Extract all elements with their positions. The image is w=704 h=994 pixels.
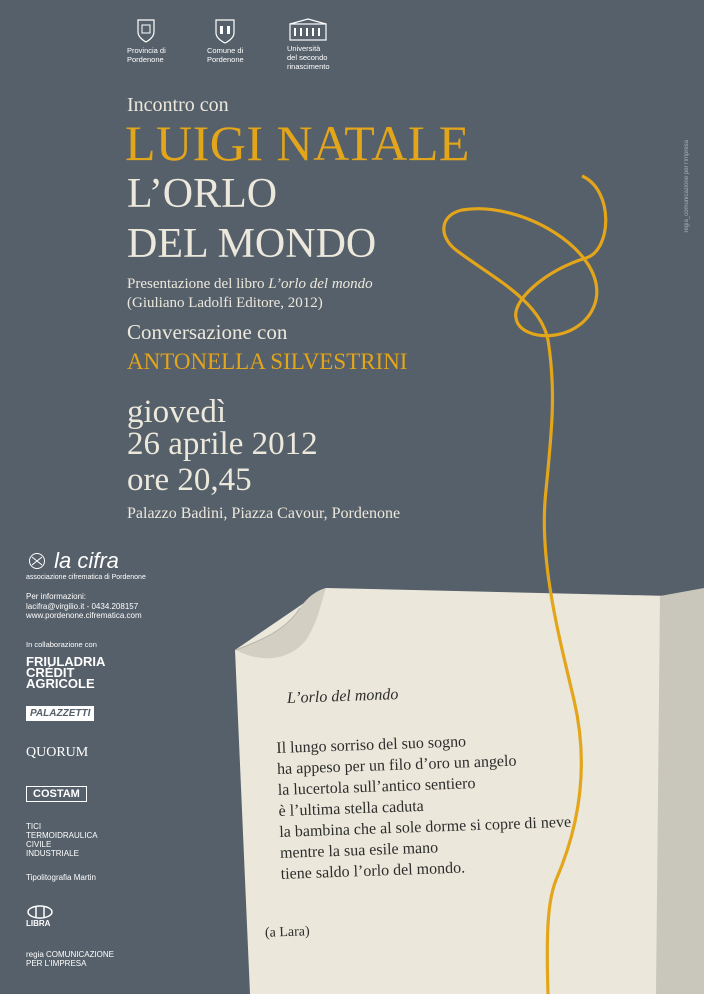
poem-line: Il lungo sorriso del suo sogno (276, 733, 467, 757)
poem-title: L’orlo del mondo (286, 686, 399, 707)
poem-line: la bambina che al sole dorme si copre di neve (279, 813, 572, 841)
sponsor-martin: Tipolitografia Martin (26, 873, 96, 882)
cifra-name: la cifra (54, 548, 119, 573)
title-line1: L’ORLO (127, 171, 278, 217)
vertical-credit: regia_comunicazione per l'impresa (684, 140, 690, 233)
title-line2: DEL MONDO (127, 221, 377, 267)
logo-universita-label: Università del secondo rinascimento (287, 44, 330, 71)
sponsor-palazzetti: PALAZZETTI (26, 706, 94, 721)
logo-universita (287, 18, 330, 71)
poem-line: tiene saldo l’orlo del mondo. (280, 859, 466, 883)
libra-icon (26, 905, 54, 919)
poem-line: ha appeso per un filo d’oro un angelo (276, 752, 517, 778)
info-contact: lacifra@virgilio.it - 0434.208157 (26, 601, 139, 611)
sponsor-tici: TICI TERMOIDRAULICA CIVILE INDUSTRIALE (26, 822, 98, 858)
info-label: Per informazioni: (26, 592, 87, 601)
guest-name: ANTONELLA SILVESTRINI (127, 349, 408, 374)
event-date: 26 aprile 2012 (127, 426, 318, 462)
cifra-subtitle: associazione cifrematica di Pordenone (26, 574, 146, 581)
event-place: Palazzo Badini, Piazza Cavour, Pordenone (127, 505, 401, 522)
intro-text: Incontro con (127, 94, 229, 116)
event-day: giovedì (127, 394, 226, 430)
poem-line: mentre la sua esile mano (279, 839, 439, 862)
sponsor-friuladria: FRIULADRIA CRÉDIT AGRICOLE (26, 654, 105, 691)
info-web: www.pordenone.cifrematica.com (26, 611, 142, 620)
author-name: LUIGI NATALE (125, 115, 470, 171)
sponsor-libra: LIBRA (26, 905, 54, 928)
logo-comune-label: Comune di Pordenone (207, 46, 244, 64)
logo-comune (207, 18, 244, 64)
cifra-logo (26, 548, 119, 574)
palace-icon (288, 18, 328, 42)
info-block (26, 592, 142, 621)
sponsor-costam: COSTAM (26, 786, 87, 802)
coat-of-arms-icon (135, 18, 157, 44)
presentation-prefix: Presentazione del libro (127, 276, 269, 292)
sponsor-regia: regia COMUNICAZIONE PER L’IMPRESA (26, 950, 115, 968)
paper-fold-panel (656, 588, 704, 994)
sponsor-quorum: QUORUM (26, 745, 89, 760)
town-crest-icon (213, 18, 237, 44)
poem-body (276, 728, 573, 885)
poem-line: la lucertola sull’antico sentiero (277, 775, 476, 799)
poem-line: è l’ultima stella caduta (278, 797, 425, 820)
event-time: ore 20,45 (127, 462, 252, 498)
logo-provincia (127, 18, 166, 64)
cifra-emblem-icon (26, 552, 48, 570)
logo-provincia-label: Provincia di Pordenone (127, 46, 166, 64)
publisher-line: (Giuliano Ladolfi Editore, 2012) (127, 295, 323, 311)
presentation-line (127, 276, 373, 293)
poem-dedication: (a Lara) (264, 924, 310, 941)
presentation-book: L’orlo del mondo (268, 276, 373, 292)
collab-label: In collaborazione con (26, 640, 97, 649)
conversation-label: Conversazione con (127, 320, 288, 344)
